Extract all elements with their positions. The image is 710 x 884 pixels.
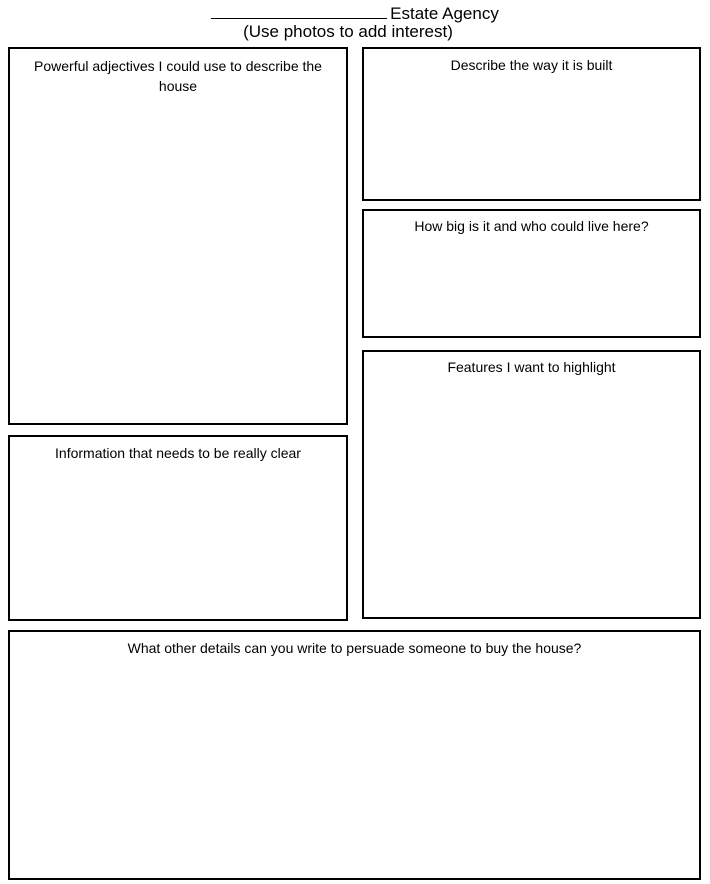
built-box[interactable] xyxy=(362,47,701,201)
info-box[interactable] xyxy=(8,435,348,621)
page-title xyxy=(0,1,710,24)
page-subtitle: (Use photos to add interest) xyxy=(243,22,453,41)
features-box-label: Features I want to highlight xyxy=(447,359,616,375)
title-blank-line[interactable] xyxy=(211,1,387,19)
size-box-label: How big is it and who could live here? xyxy=(414,218,649,234)
size-box[interactable] xyxy=(362,209,701,338)
adjectives-box[interactable] xyxy=(8,47,348,425)
features-box[interactable] xyxy=(362,350,701,619)
built-box-label: Describe the way it is built xyxy=(450,57,613,73)
adjectives-box-label: Powerful adjectives I could use to describe the house xyxy=(34,58,322,94)
info-box-label: Information that needs to be really clear xyxy=(55,445,301,461)
title-text: Estate Agency xyxy=(390,4,499,23)
persuade-box[interactable] xyxy=(8,630,701,880)
persuade-box-label: What other details can you write to persuade someone to buy the house? xyxy=(127,640,582,656)
